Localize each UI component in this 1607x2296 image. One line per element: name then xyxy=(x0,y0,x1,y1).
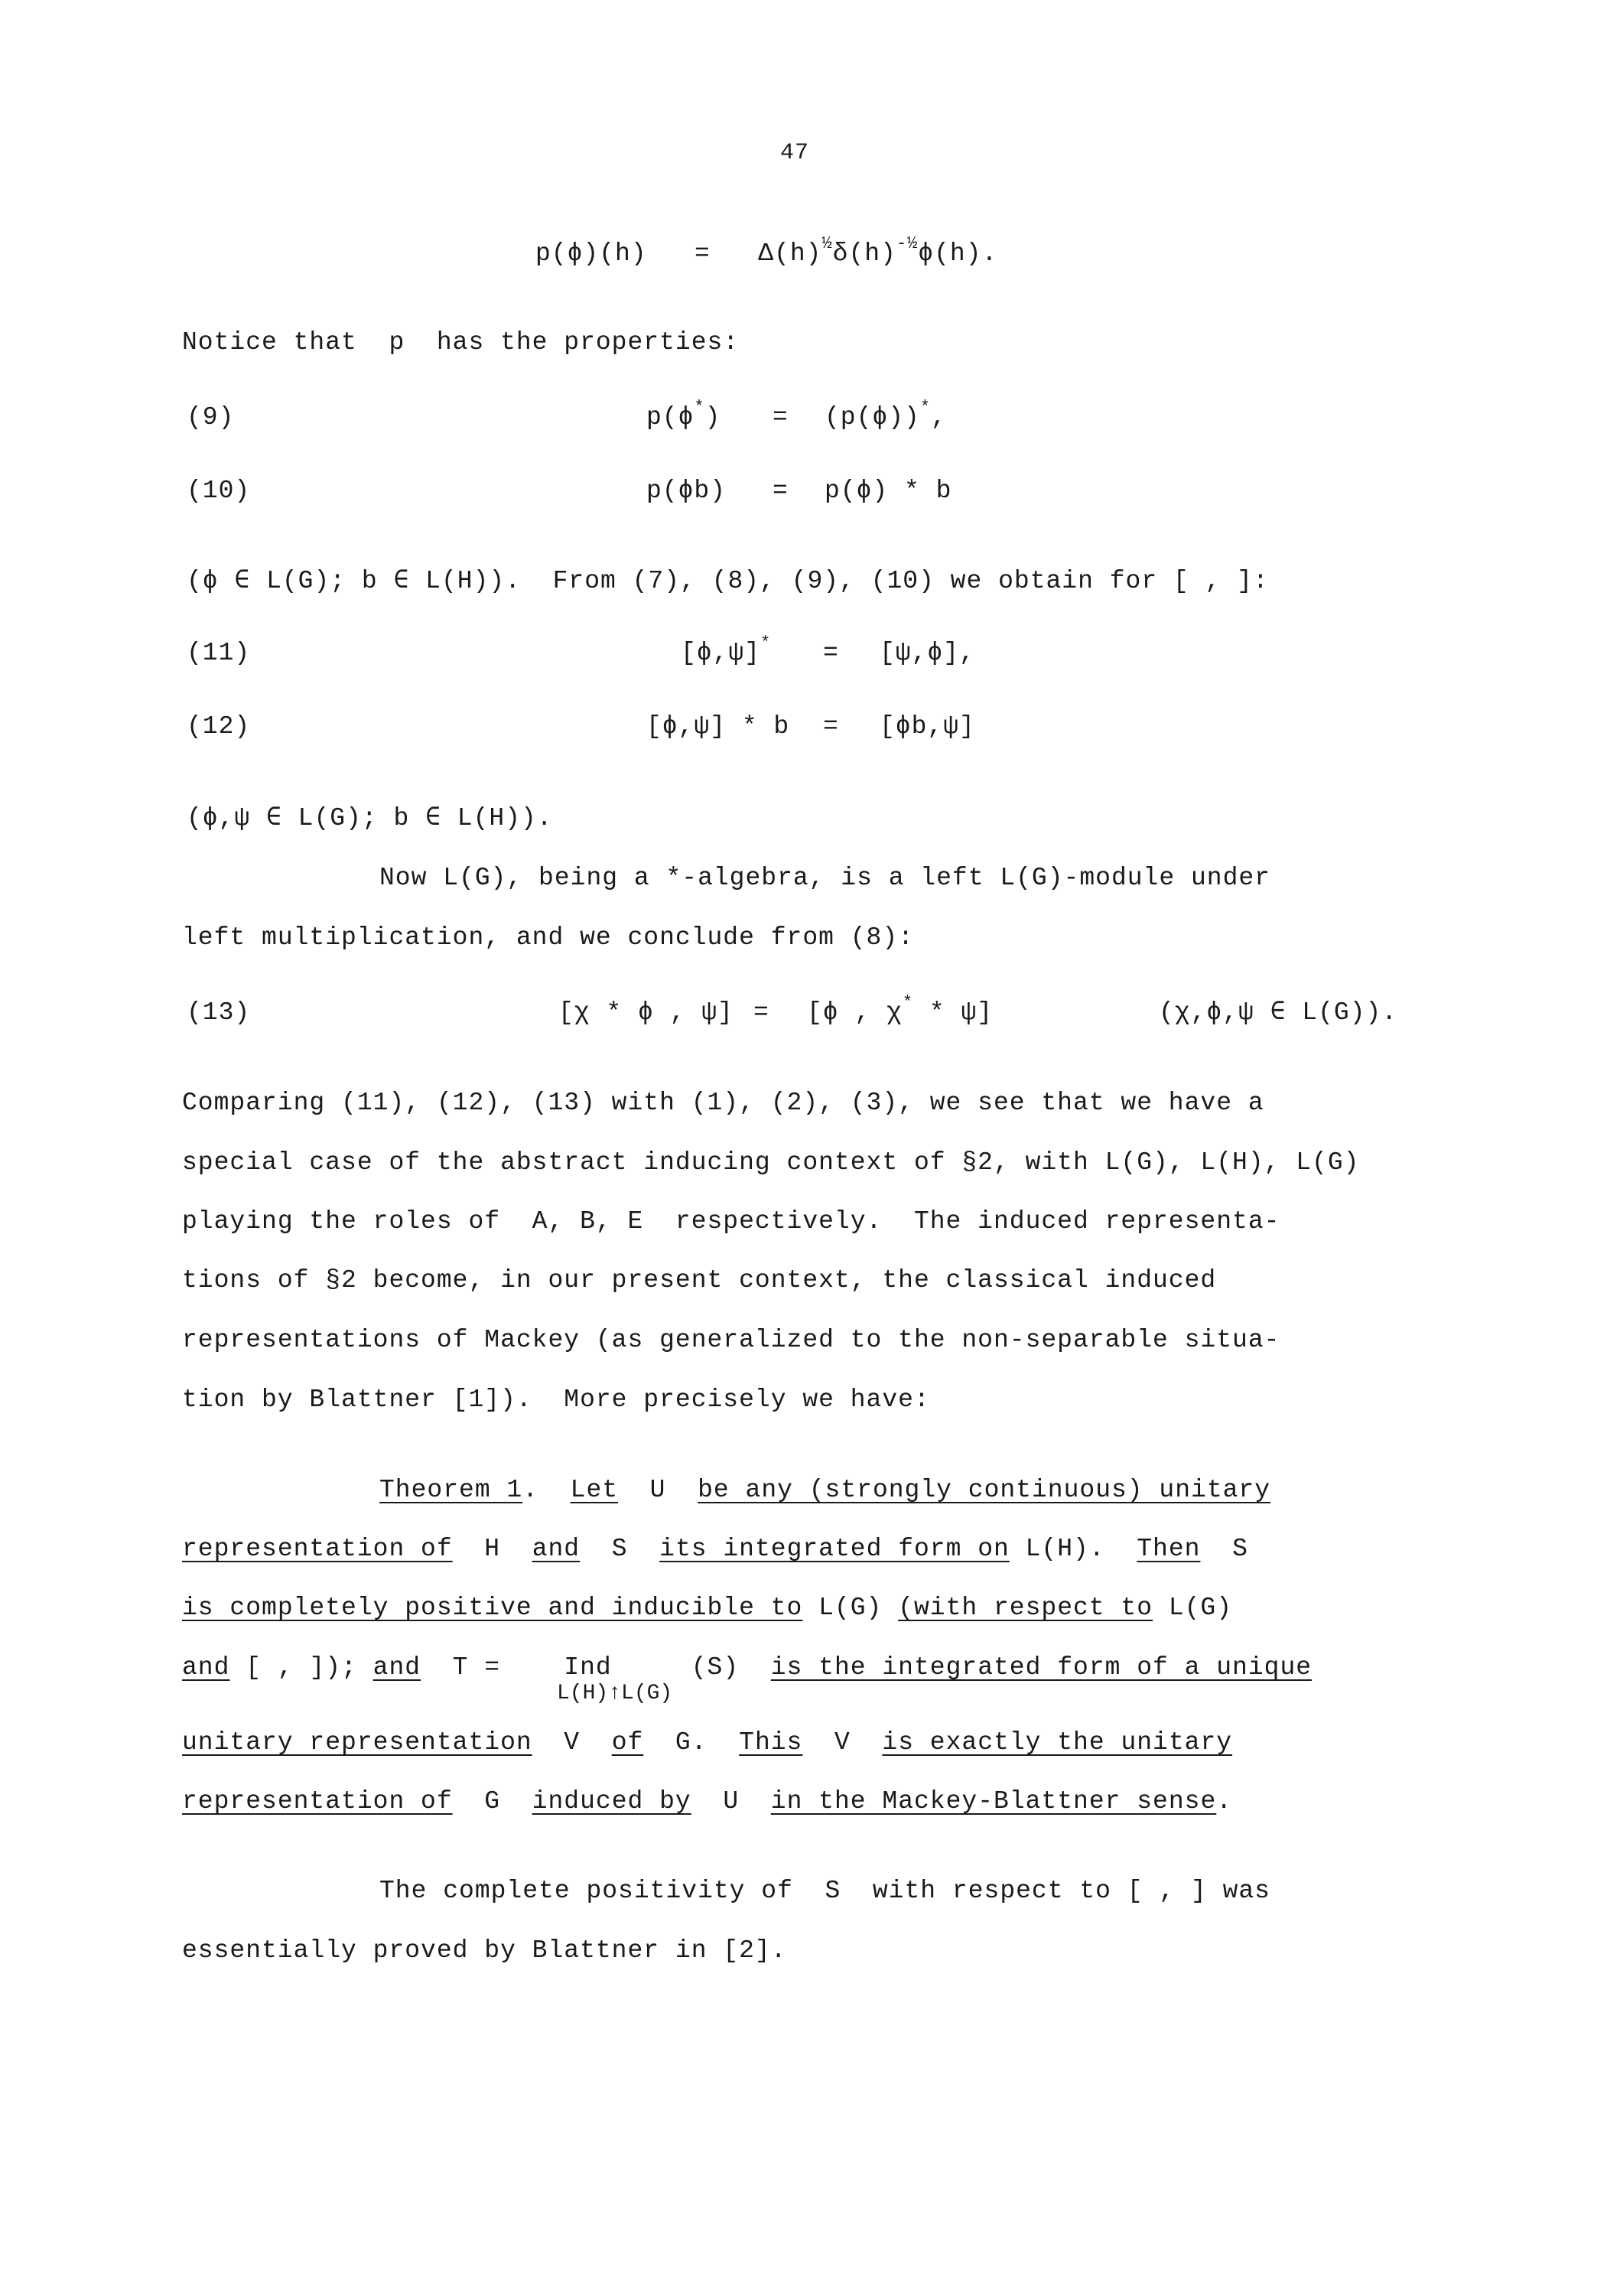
para2-line-6: tion by Blattner [1]). More precisely we have: xyxy=(182,1386,930,1414)
theorem-line-3: is completely positive and inducible to L(G) (with respect to L(G) xyxy=(182,1594,1233,1622)
condition-line: (ϕ ∈ L(G); b ∈ L(H)). From (7), (8), (9), (10) we obtain for [ , ]: xyxy=(187,567,1269,595)
eq11-equals: = xyxy=(823,639,839,667)
theorem-line-4: and [ , ]); and T = Ind (S) is the integrated form of a unique xyxy=(182,1653,1313,1682)
eq10-rhs: p(ϕ) * b xyxy=(825,477,952,505)
formula-p: $p(\phi)(h) = \Delta(h)^{\frac{1}{2}}\delta(h)^{-\frac{1}{2}}\phi(h)$. xyxy=(535,234,998,268)
theorem-title: Theorem 1 xyxy=(379,1476,523,1504)
eq13-label: (13) xyxy=(187,998,251,1027)
eq12-lhs: [ϕ,ψ] * b xyxy=(646,712,790,741)
para3-line-1: The complete positivity of S with respect to [ , ] was xyxy=(379,1877,1270,1905)
eq13-lhs: [χ * ϕ , ψ] xyxy=(558,998,734,1027)
para2-line-1: Comparing (11), (12), (13) with (1), (2), (3), we see that we have a xyxy=(182,1089,1264,1117)
para2-line-5: representations of Mackey (as generalized to the non-separable situa- xyxy=(182,1326,1280,1354)
condition-line-2: (ϕ,ψ ∈ L(G); b ∈ L(H)). xyxy=(187,804,553,832)
para2-line-2: special case of the abstract inducing context of §2, with L(G), L(H), L(G) xyxy=(182,1148,1360,1177)
page-number: 47 xyxy=(780,140,810,166)
eq11-rhs: [ψ,ϕ], xyxy=(880,639,975,667)
theorem-line-6: representation of G induced by U in the Mackey-Blattner sense. xyxy=(182,1787,1233,1816)
eq9-lhs: p(ϕ*) xyxy=(646,398,721,432)
eq10-equals: = xyxy=(773,477,789,505)
para1-line-2: left multiplication, and we conclude from (8): xyxy=(182,923,914,952)
para2-line-4: tions of §2 become, in our present context, the classical induced xyxy=(182,1266,1217,1295)
eq10-lhs: p(ϕb) xyxy=(646,477,727,505)
eq9-rhs: (p(ϕ))*, xyxy=(825,398,947,432)
eq13-equals: = xyxy=(753,998,769,1027)
eq12-equals: = xyxy=(823,712,839,741)
eq9-equals: = xyxy=(773,403,789,432)
induction-subscript: L(H)↑L(G) xyxy=(557,1682,673,1705)
theorem-line-5: unitary representation V of G. This V is exactly the unitary xyxy=(182,1728,1233,1757)
para2-line-3: playing the roles of A, B, E respectively. The induced representa- xyxy=(182,1207,1280,1236)
eq11-label: (11) xyxy=(187,639,251,667)
eq11-lhs: [ϕ,ψ]* xyxy=(681,633,772,667)
theorem-line-2: representation of H and S its integrated form on L(H). Then S xyxy=(182,1535,1248,1563)
eq12-label: (12) xyxy=(187,712,251,741)
para3-line-2: essentially proved by Blattner in [2]. xyxy=(182,1936,787,1965)
eq12-rhs: [ϕb,ψ] xyxy=(880,712,975,741)
notice-line: Notice that p has the properties: xyxy=(182,328,740,357)
theorem-line-1: Theorem 1. Let U be any (strongly continuous) unitary xyxy=(379,1476,1271,1504)
eq9-label: (9) xyxy=(187,403,235,432)
eq13-condition: (χ,ϕ,ψ ∈ L(G)). xyxy=(1159,998,1398,1027)
eq13-rhs: [ϕ , χ* * ψ] xyxy=(807,993,994,1027)
eq10-label: (10) xyxy=(187,477,251,505)
para1-line-1: Now L(G), being a *-algebra, is a left L(G)-module under xyxy=(379,864,1270,892)
